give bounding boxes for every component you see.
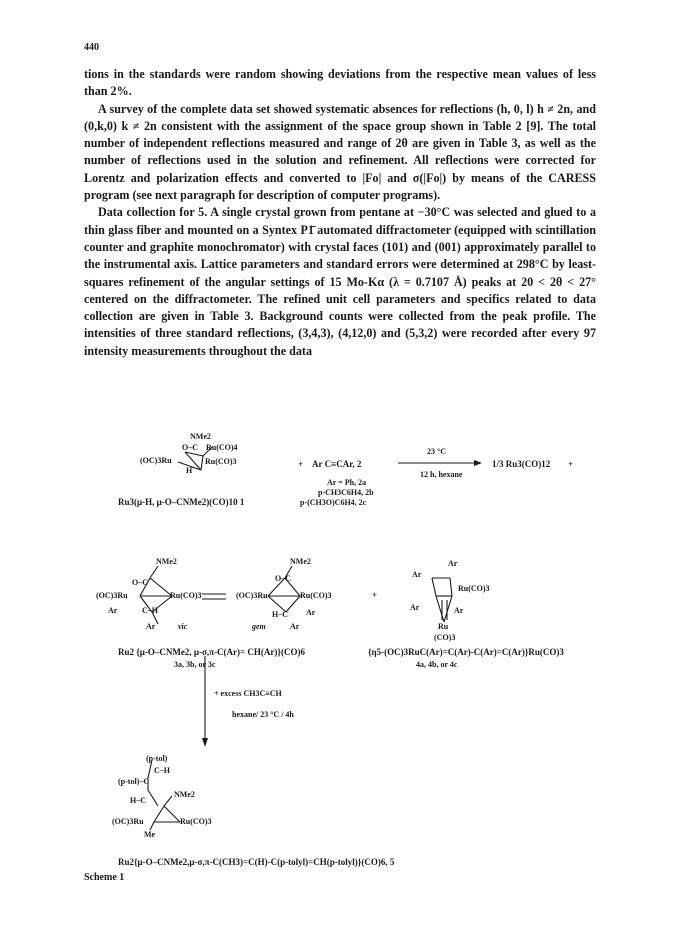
ring-ru: Ru (438, 622, 449, 631)
ru-co3-label: Ru(CO)3 (170, 591, 202, 600)
hydride-label: H (186, 466, 193, 475)
nme2-label: NMe2 (190, 432, 211, 441)
page-number: 440 (84, 42, 99, 53)
reagent-excess-propyne: + excess CH3C≡CH (214, 689, 282, 698)
aryl-label: Ar (454, 606, 464, 615)
vic-label: vic (178, 622, 188, 631)
arrow-head (202, 738, 208, 747)
bond-line (201, 456, 203, 470)
aryl-label: Ar (306, 608, 316, 617)
o-c-label: O–C (182, 443, 198, 452)
aryl-label: Ar (290, 622, 300, 631)
o-c-label: O–C (275, 574, 291, 583)
conditions-bottom: 12 h, hexane (420, 470, 463, 479)
bond-line (150, 566, 158, 578)
conditions-step-2: hexane/ 23 °C / 4h (232, 710, 294, 719)
nme2-label: NMe2 (156, 557, 177, 566)
ring-co3: (CO)3 (434, 633, 456, 642)
isomer-formula: Ru2 {μ-O–CNMe2, μ-σ,π-C(Ar)= CH(Ar)}(CO)6 (118, 647, 305, 657)
bond-line (148, 790, 158, 806)
oc3ru-label: (OC)3Ru (112, 817, 144, 826)
aryl-label: Ar (412, 570, 422, 579)
aryl-def-1: Ar = Ph, 2a (327, 478, 367, 487)
ru-co3-label: Ru(CO)3 (300, 591, 332, 600)
plus-sign: + (372, 590, 378, 600)
paragraph-1: tions in the standards were random showing deviations from the respective mean values of less than 2%. (84, 67, 596, 99)
compound-1-formula: Ru3(μ-H, μ-O–CNMe2)(CO)10 1 (118, 497, 245, 507)
ring-formula: {η5-(OC)3RuC(Ar)=C(Ar)-C(Ar)=C(Ar)}Ru(CO)3 (368, 647, 564, 657)
h-c-label: H–C (130, 796, 146, 805)
o-c-label: O–C (132, 578, 148, 587)
oc3ru-label: (OC)3Ru (96, 591, 128, 600)
isomer-numbers: 3a, 3b, or 3c (174, 660, 216, 669)
bond-line (150, 822, 154, 830)
plus-sign: + (568, 459, 574, 469)
bond-line (444, 596, 452, 622)
conditions-top: 23 °C (427, 447, 446, 456)
ptolyl-c-label: (p-tol)–C (118, 777, 150, 786)
aryl-label: Ar (146, 622, 156, 631)
methyl-label: Me (144, 830, 156, 839)
c-h-label: C–H (142, 606, 158, 615)
scheme-caption: Scheme 1 (84, 872, 125, 883)
ru-co3-label: Ru(CO)3 (205, 457, 237, 466)
bond-line (432, 578, 436, 596)
aryl-label: Ar (448, 559, 458, 568)
compound-5-formula: Ru2{μ-O–CNMe2,μ-σ,π-C(CH3)=C(H)-C(p-tolyl)=CH(p-tolyl)}(CO)6, 5 (118, 857, 395, 867)
ru3co12-product: 1/3 Ru3(CO)12 (492, 459, 551, 469)
aryl-def-3: p-(CH3O)C6H4, 2c (300, 498, 367, 507)
oc3ru-label: (OC)3Ru (140, 456, 172, 465)
ptolyl-label: (p-tol) (146, 754, 168, 763)
plus-sign: + (298, 459, 304, 469)
bond-line (286, 596, 300, 612)
nme2-label: NMe2 (290, 557, 311, 566)
aryl-label: Ar (410, 603, 420, 612)
gem-label: gem (252, 622, 266, 631)
arrow-head (474, 460, 482, 466)
reagent-label: Ar C≡CAr, 2 (312, 459, 362, 469)
bond-line (150, 578, 172, 596)
bond-line (436, 596, 444, 622)
ru-co3-label: Ru(CO)3 (180, 817, 212, 826)
bond-line (450, 578, 452, 596)
nme2-label: NMe2 (174, 790, 195, 799)
ru-co4-label: Ru(CO)4 (206, 443, 238, 452)
h-c-label: H–C (272, 610, 288, 619)
bond-line (164, 806, 180, 822)
bond-line (154, 806, 164, 822)
paragraph-2: A survey of the complete data set showed systematic absences for reflections (h, 0, l) h ≠ 2n, and (0,k,0) k ≠ 2n consistent with the assignment of the space group shown in Table 2 [9]. The total number of independent reflections measured and range of 2θ are given in Table 3, as well as the number of reflections used in the solution and refinement. All reflections were corrected for Lorentz and polarization effects and converted to |Fo| and σ(|Fo|) by means of the CARESS program (see next paragraph for description of computer programs). (84, 101, 596, 203)
paragraph-3: Data collection for 5. A single crystal grown from pentane at −30°C was selected and glued to a thin glass fiber and mounted on a Syntex P1̄ automated diffractometer (equipped with scintillation counter and graphite monochromator) with crystal faces (101) and (001) approximately parallel to the instrumental axis. Lattice parameters and standard errors were determined at 298°C by least-squares refinement of the angular settings of 15 Mo-Kα (λ = 0.7107 Å) peaks at 20 < 2θ < 27° centered on the diffractometer. The refined unit cell parameters and specifics related to data collection are given in Table 3. Background counts were collected from the peak profile. The intensities of three standard reflections, (3,4,3), (4,12,0) and (5,3,2) were recorded after every 97 intensity measurements throughout the data (84, 205, 596, 358)
aryl-def-2: p-CH3C6H4, 2b (318, 488, 374, 497)
ring-ru-co3: Ru(CO)3 (458, 584, 490, 593)
aryl-label: Ar (108, 606, 118, 615)
bond-line (164, 796, 172, 806)
ring-numbers: 4a, 4b, or 4c (416, 660, 458, 669)
oc3ru-label: (OC)3Ru (236, 591, 268, 600)
c-h-label: C–H (154, 766, 170, 775)
